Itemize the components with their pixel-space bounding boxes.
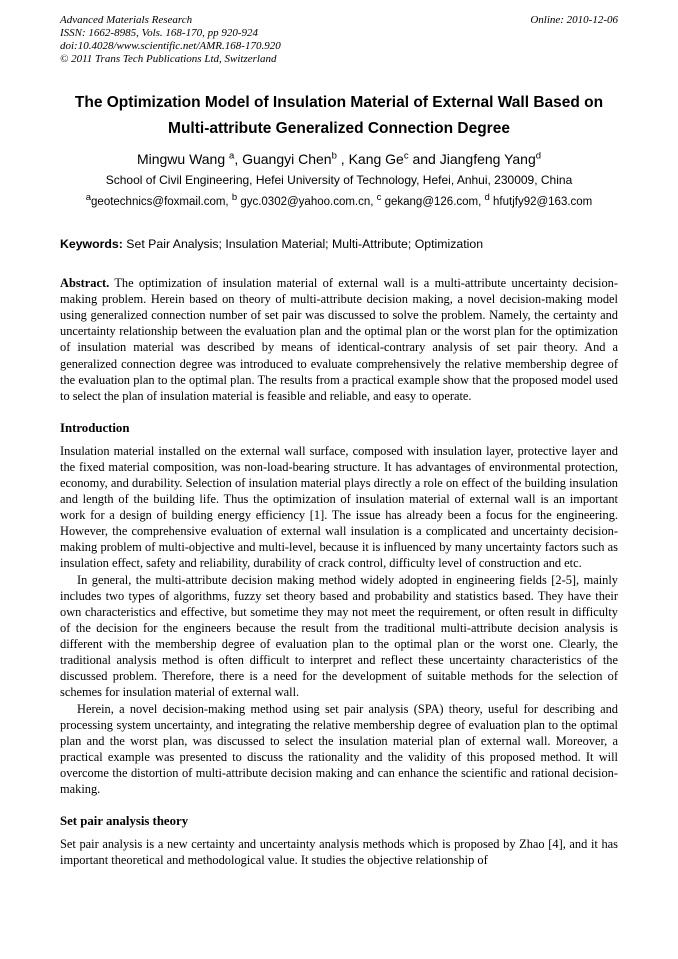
author-superscript: c <box>403 149 409 161</box>
email-superscript: b <box>231 192 238 204</box>
email-address: hfutjfy92@163.com <box>489 196 593 209</box>
author-name: Mingwu Wang <box>136 150 230 167</box>
intro-paragraph-3: Herein, a novel decision-making method using set pair analysis (SPA) theory, useful for describing and processing system uncertainty, and integrating the relative membership degree of evaluation plan to the optimal plan and the worst plan, was discussed to select the insulation material plan of external wall. Moreover, a practical example was presented to discuss the rationality and the validity of this proposed method. It will overcome the distortion of multi-attribute decision making and can enhance the scientific and rational decision-making. <box>60 701 618 797</box>
author-name: Guangyi Chen <box>242 150 332 167</box>
keywords-line <box>60 236 618 253</box>
abstract-label: Abstract. <box>60 275 110 290</box>
publication-info <box>60 14 281 66</box>
author-separator: , <box>234 150 243 167</box>
issn-line: ISSN: 1662-8985, Vols. 168-170, pp 920-924 <box>60 26 258 39</box>
section-heading-introduction: Introduction <box>60 420 130 435</box>
keywords-label: Keywords: <box>60 237 123 252</box>
intro-paragraph-1: Insulation material installed on the external wall surface, composed with insulation layer, protective layer and the fixed material composition, was non-load-bearing structure. It has advantages of environmental protection, economy, and durability. Selection of insulation material plays directly a role on effect of the building insulation and length of the building life. Thus the optimization of insulation material of external wall is an important work for a design of building energy efficiency [1]. The issue has already been a focus for the engineering. However, the comprehensive evaluation of external wall insulation is a complicated and uncertainty decision-making problem of multi-objective and multi-level, because it is influenced by many uncertainty factors such as insulation effect, safety and reliability, durability of crack control, difficulty level of construction and etc. <box>60 443 618 571</box>
author-name: Jiangfeng Yang <box>439 150 536 167</box>
keywords-text: Set Pair Analysis; Insulation Material; Multi-Attribute; Optimization <box>122 237 484 252</box>
email-superscript: d <box>484 192 490 204</box>
author-superscript: b <box>331 149 337 161</box>
email-superscript: a <box>85 192 92 204</box>
online-date: Online: 2010-12-06 <box>530 14 618 26</box>
affiliation: School of Civil Engineering, Hefei University of Technology, Hefei, Anhui, 230009, China <box>105 172 573 187</box>
author-name: Kang Ge <box>348 150 404 167</box>
emails-line <box>60 192 618 210</box>
publication-header <box>60 14 618 66</box>
abstract-text: The optimization of insulation material of external wall is a multi-attribute uncertainty decision-making problem. Herein based on theory of multi-attribute decision making, a novel decision-making model using generalized connection number of set pair was discussed to solve the problem. Namely, the certainty and uncertainty relationship between the evaluation plan and the optimal plan or the worst plan for the optimization of insulation material was described by means of identical-contrary analysis of set pair theory. And a generalized connection degree was introduced to evaluate comprehensively the relative membership degree of the evaluation plan to the optimal plan. The results from a practical example show that the proposed model used to select the plan of insulation material is feasible and reliable, and easy to operate. <box>60 275 618 403</box>
set-pair-paragraph-1: Set pair analysis is a new certainty and uncertainty analysis methods which is proposed by Zhao [4], and it has important theoretical and methodological value. It studies the objective relationship of <box>60 836 618 867</box>
paper-title: The Optimization Model of Insulation Material of External Wall Based on Multi-attribute Generalized Connection Degree <box>74 93 604 138</box>
abstract <box>60 275 618 404</box>
author-separator: , <box>336 150 349 167</box>
author-superscript: d <box>535 149 542 161</box>
authors-line <box>60 150 618 168</box>
email-address: gekang@126.com, <box>381 196 485 209</box>
journal-name: Advanced Materials Research <box>60 14 193 26</box>
intro-paragraph-2: In general, the multi-attribute decision making method widely adopted in engineering fields [2-5], mainly includes two types of algorithms, fuzzy set theory based and probability and statistics based. They have their own characteristics and effective, but sometime they may not meet the requirement, or often result in difficulty of the decision for the engineers because the result from the traditional multi-attribute decision analysis is different with the membership degree of evaluation plan to the optimal plan or the worst one. Clearly, the traditional analysis method is often difficult to interpret and reflect these uncertainty characteristics of the discussed problem. Therefore, there is a need for the development of suitable methods for the selection of schemes for insulation material of external wall. <box>60 572 618 700</box>
copyright-line: © 2011 Trans Tech Publications Ltd, Switzerland <box>60 52 277 65</box>
email-address: geotechnics@foxmail.com, <box>91 196 232 209</box>
author-superscript: a <box>229 149 235 161</box>
doi-line: doi:10.4028/www.scientific.net/AMR.168-170.920 <box>60 39 281 52</box>
email-address: gyc.0302@yahoo.com.cn, <box>237 196 377 209</box>
email-superscript: c <box>376 192 382 204</box>
author-separator: and <box>408 150 440 167</box>
section-heading-set-pair-analysis: Set pair analysis theory <box>60 814 189 829</box>
